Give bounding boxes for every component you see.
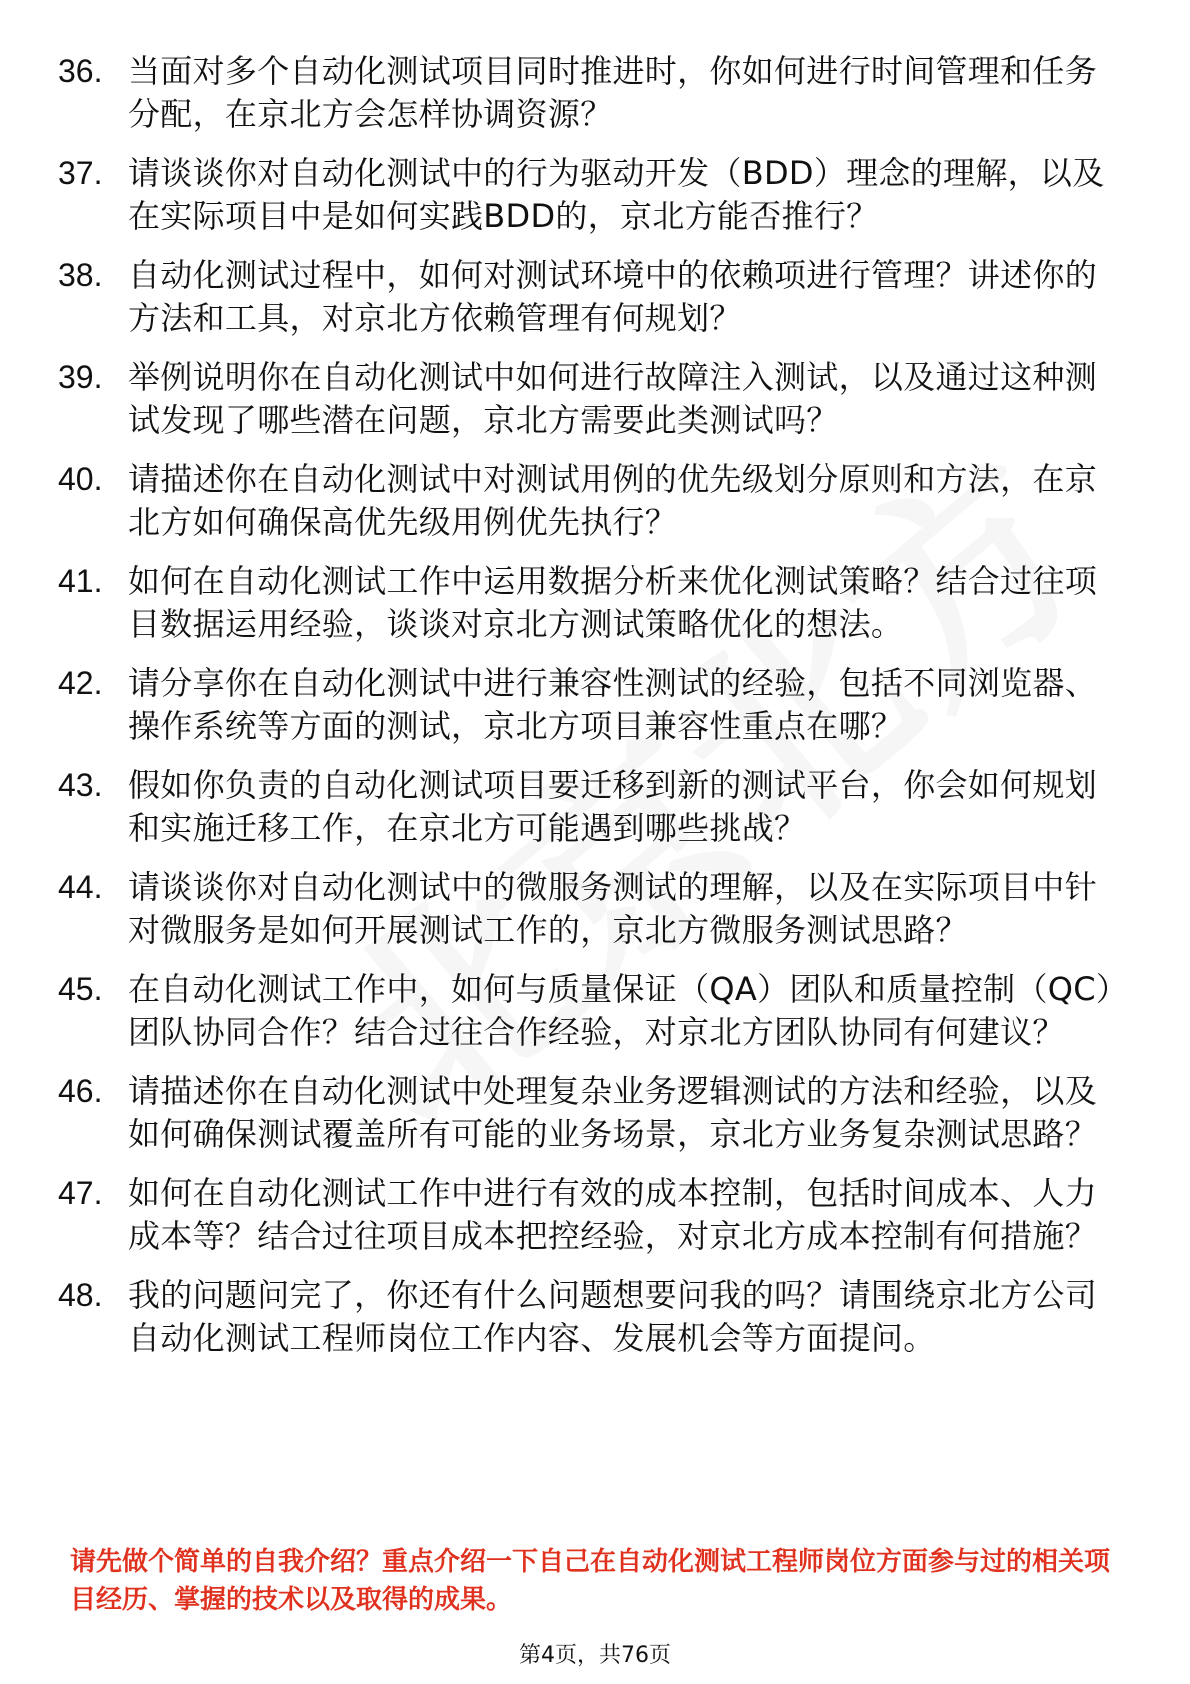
question-item — [58, 662, 1128, 748]
question-number: 46. — [58, 1073, 103, 1109]
question-text: 如何在自动化测试工作中运用数据分析来优化测试策略？结合过往项目数据运用经验，谈谈对京北方测试策略优化的想法。 — [128, 562, 1098, 643]
question-text: 自动化测试过程中，如何对测试环境中的依赖项进行管理？讲述你的方法和工具，对京北方依赖管理有何规划？ — [128, 256, 1098, 337]
question-text: 请谈谈你对自动化测试中的行为驱动开发（BDD）理念的理解，以及在实际项目中是如何实践BDD的，京北方能否推行？ — [128, 154, 1105, 235]
question-item — [58, 254, 1128, 340]
question-number: 47. — [58, 1175, 103, 1211]
question-text: 在自动化测试工作中，如何与质量保证（QA）团队和质量控制（QC）团队协同合作？结合过往合作经验，对京北方团队协同有何建议？ — [128, 970, 1113, 1051]
question-item — [58, 560, 1128, 646]
question-number: 38. — [58, 257, 103, 293]
question-item — [58, 356, 1128, 442]
question-item — [58, 1274, 1128, 1360]
question-number: 39. — [58, 359, 103, 395]
question-text: 请描述你在自动化测试中处理复杂业务逻辑测试的方法和经验，以及如何确保测试覆盖所有可能的业务场景，京北方业务复杂测试思路？ — [128, 1072, 1098, 1153]
question-number: 42. — [58, 665, 103, 701]
question-text: 假如你负责的自动化测试项目要迁移到新的测试平台，你会如何规划和实施迁移工作，在京北方可能遇到哪些挑战？ — [128, 766, 1098, 847]
question-item — [58, 152, 1128, 238]
question-text: 如何在自动化测试工作中进行有效的成本控制，包括时间成本、人力成本等？结合过往项目成本把控经验，对京北方成本控制有何措施？ — [128, 1174, 1098, 1255]
question-item — [58, 764, 1128, 850]
question-text: 请描述你在自动化测试中对测试用例的优先级划分原则和方法，在京北方如何确保高优先级用例优先执行？ — [128, 460, 1098, 541]
question-number: 48. — [58, 1277, 103, 1313]
question-item — [58, 1172, 1128, 1258]
self-intro-tip: 请先做个简单的自我介绍？重点介绍一下自己在自动化测试工程师岗位方面参与过的相关项目经历、掌握的技术以及取得的成果。 — [70, 1547, 1111, 1615]
question-text: 请分享你在自动化测试中进行兼容性测试的经验，包括不同浏览器、操作系统等方面的测试，京北方项目兼容性重点在哪？ — [128, 664, 1098, 745]
question-number: 37. — [58, 155, 103, 191]
question-item — [58, 968, 1128, 1054]
question-number: 45. — [58, 971, 103, 1007]
question-text: 举例说明你在自动化测试中如何进行故障注入测试，以及通过这种测试发现了哪些潜在问题，京北方需要此类测试吗？ — [128, 358, 1098, 439]
question-list — [58, 50, 1128, 1376]
question-item — [58, 458, 1128, 544]
page-number-footer: 第4页，共76页 — [519, 1643, 671, 1668]
question-item — [58, 1070, 1128, 1156]
question-text: 我的问题问完了，你还有什么问题想要问我的吗？请围绕京北方公司自动化测试工程师岗位工作内容、发展机会等方面提问。 — [128, 1276, 1098, 1357]
question-item — [58, 866, 1128, 952]
question-number: 41. — [58, 563, 103, 599]
question-text: 请谈谈你对自动化测试中的微服务测试的理解，以及在实际项目中针对微服务是如何开展测试工作的，京北方微服务测试思路？ — [128, 868, 1098, 949]
question-number: 40. — [58, 461, 103, 497]
question-number: 44. — [58, 869, 103, 905]
question-item — [58, 50, 1128, 136]
question-number: 36. — [58, 53, 103, 89]
question-number: 43. — [58, 767, 103, 803]
question-text: 当面对多个自动化测试项目同时推进时，你如何进行时间管理和任务分配，在京北方会怎样协调资源？ — [128, 52, 1098, 133]
